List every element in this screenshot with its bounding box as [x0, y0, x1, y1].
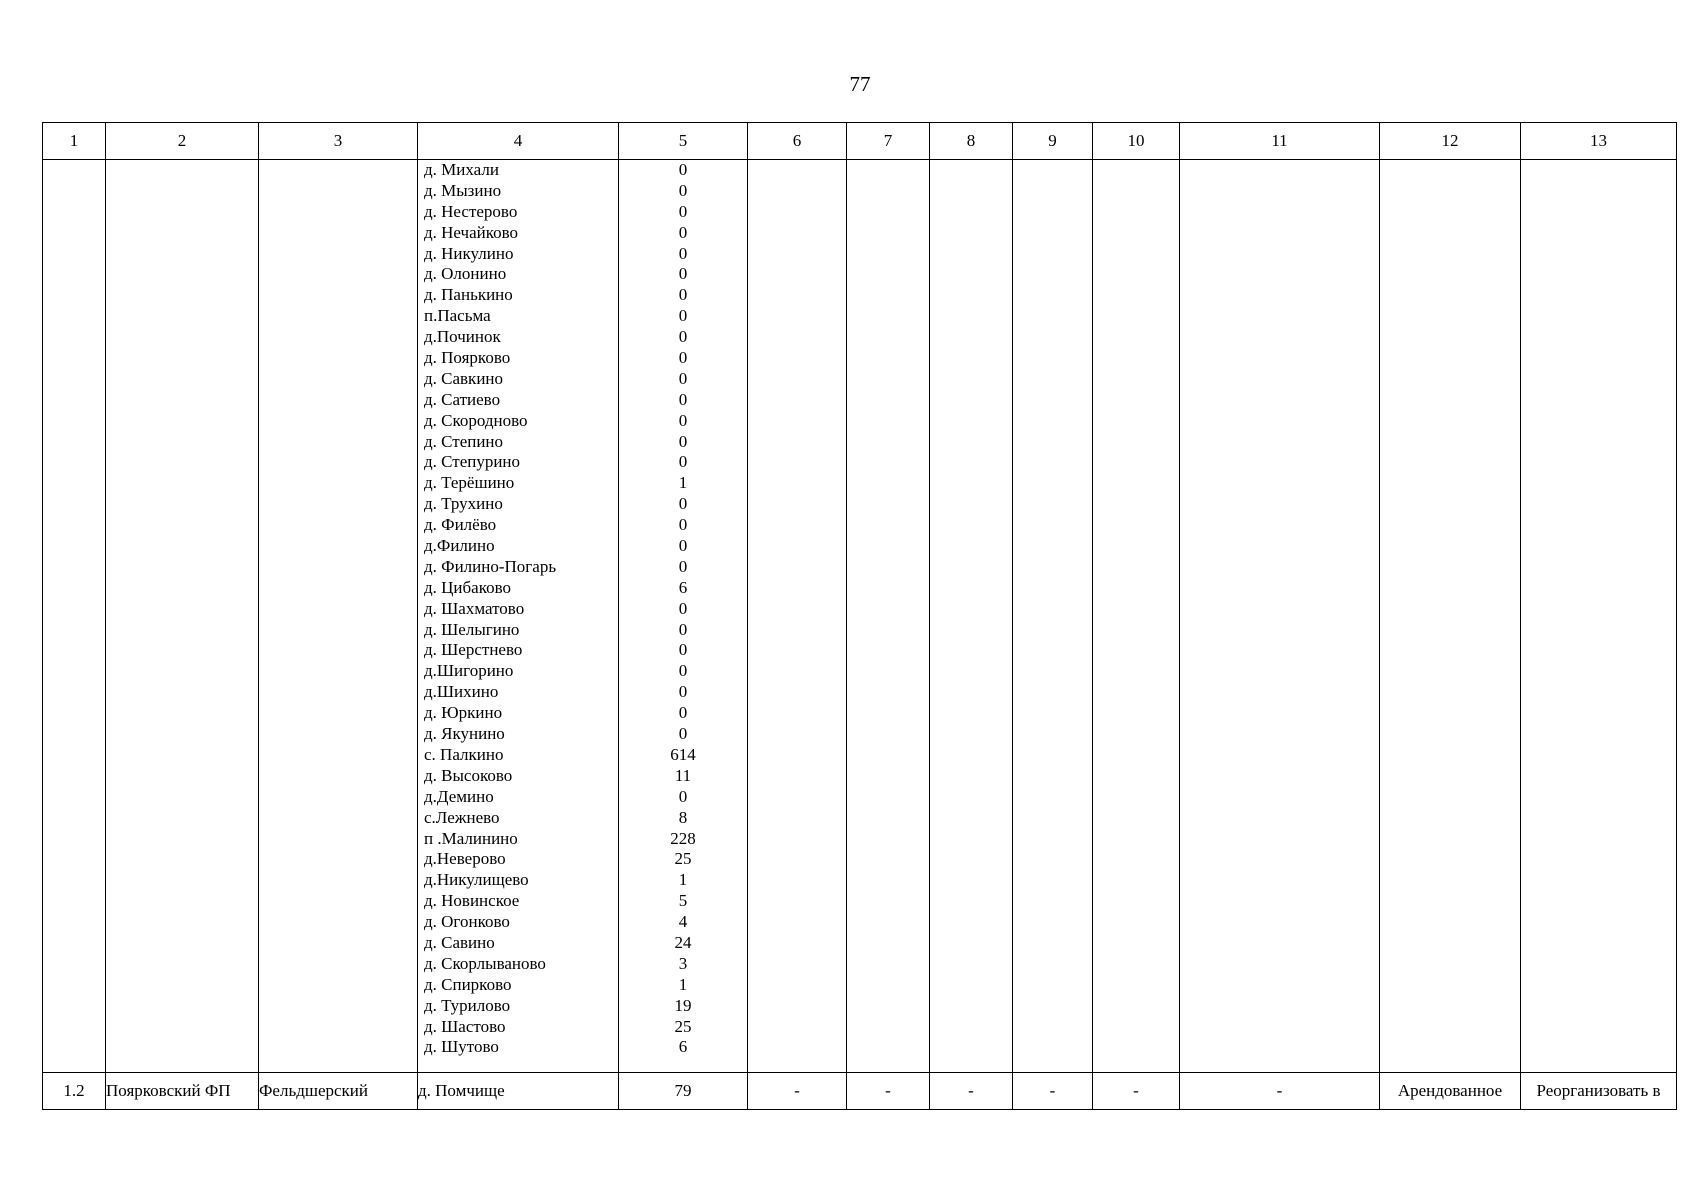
column-header: 8 [930, 123, 1013, 160]
facilities-table [42, 122, 1677, 1110]
population-value: 228 [670, 828, 696, 848]
cell-col-10: - [1093, 1073, 1180, 1110]
page-number: 77 [849, 72, 871, 96]
population-value: 0 [678, 536, 688, 556]
settlement-names-cell [418, 160, 619, 1073]
population-value: 0 [678, 786, 688, 806]
population-value: 0 [678, 515, 688, 535]
population-value: 0 [678, 556, 688, 576]
population-value: 0 [678, 682, 688, 702]
column-header: 7 [847, 123, 930, 160]
column-header: 13 [1521, 123, 1677, 160]
settlement-name: д. Высоково [424, 765, 513, 785]
empty-cell [1013, 160, 1093, 1073]
cell-col-6: - [748, 1073, 847, 1110]
population-value: 0 [678, 452, 688, 472]
population-value: 3 [678, 953, 688, 973]
column-number-row [43, 123, 1677, 160]
population-value: 0 [678, 640, 688, 660]
settlement-name: д. Терёшино [424, 473, 515, 493]
population-value: 6 [678, 577, 688, 597]
population-value: 0 [678, 598, 688, 618]
settlement-name: д. Огонково [424, 912, 510, 932]
column-header: 4 [418, 123, 619, 160]
cell-col-11: - [1180, 1073, 1380, 1110]
cell-col-7: - [847, 1073, 930, 1110]
population-value: 0 [678, 243, 688, 263]
settlement-name: д. Шастово [424, 1016, 506, 1036]
settlement-name: д. Сатиево [424, 389, 501, 409]
population-value: 25 [674, 1016, 692, 1036]
settlement-name: д. Филино-Погарь [424, 556, 557, 576]
population-value: 4 [678, 912, 688, 932]
population-value: 19 [674, 995, 692, 1015]
settlement-name: д.Филино [424, 536, 495, 556]
population-value: 0 [678, 703, 688, 723]
population-value: 5 [678, 891, 688, 911]
settlement-name: д.Починок [424, 327, 501, 347]
settlement-name: д.Неверово [424, 849, 506, 869]
settlement-name: п.Пасьма [424, 306, 491, 326]
building-status: Арендованное [1380, 1073, 1521, 1110]
population-value: 0 [678, 619, 688, 639]
population-value: 0 [678, 160, 688, 179]
settlement-name: д. Цибаково [424, 577, 512, 597]
population-value: 0 [678, 661, 688, 681]
population-value: 6 [678, 1037, 688, 1057]
settlement-name: с.Лежнево [424, 807, 500, 827]
settlement-name: д. Юркино [424, 703, 503, 723]
settlement-name: д. Олонино [424, 264, 507, 284]
column-header: 11 [1180, 123, 1380, 160]
settlement-name: д. Трухино [424, 494, 503, 514]
empty-cell [259, 160, 418, 1073]
empty-cell [43, 160, 106, 1073]
settlement-name: д. Поярково [424, 348, 511, 368]
population-value: 0 [678, 180, 688, 200]
column-header: 6 [748, 123, 847, 160]
empty-cell [847, 160, 930, 1073]
population-value: 0 [678, 410, 688, 430]
settlement-name: д. Скорлываново [424, 953, 546, 973]
population-value: 0 [678, 222, 688, 242]
empty-cell [1380, 160, 1521, 1073]
population-value: 0 [678, 431, 688, 451]
population-value: 1 [678, 473, 688, 493]
column-header: 1 [43, 123, 106, 160]
settlement-name: д. Степино [424, 431, 504, 451]
population-value: 0 [678, 306, 688, 326]
settlement-name: д. Нестерово [424, 201, 518, 221]
column-header: 9 [1013, 123, 1093, 160]
column-header: 12 [1380, 123, 1521, 160]
empty-cell [748, 160, 847, 1073]
column-header: 5 [619, 123, 748, 160]
settlement-name: д.Демино [424, 786, 494, 806]
population-value: 0 [678, 201, 688, 221]
cell-col-9: - [1013, 1073, 1093, 1110]
column-header: 2 [106, 123, 259, 160]
settlement-name: д. Степурино [424, 452, 521, 472]
empty-cell [1180, 160, 1380, 1073]
population-value: 1 [678, 974, 688, 994]
cell-col-8: - [930, 1073, 1013, 1110]
empty-cell [930, 160, 1013, 1073]
settlement-name: д. Помчище [418, 1073, 619, 1110]
population-value: 0 [678, 389, 688, 409]
empty-cell [106, 160, 259, 1073]
empty-cell [1521, 160, 1677, 1073]
settlement-list [418, 160, 618, 1058]
empty-cell [1093, 160, 1180, 1073]
population-value: 24 [674, 932, 692, 952]
settlement-name: д. Шелыгино [424, 619, 520, 639]
population-value: 0 [678, 264, 688, 284]
population-value: 1 [678, 870, 688, 890]
settlement-name: с. Палкино [424, 744, 504, 764]
facility-name: Поярковский ФП [106, 1073, 259, 1110]
settlement-name: д. Панькино [424, 285, 513, 305]
settlement-name: д. Мызино [424, 180, 502, 200]
table-row [43, 1073, 1677, 1110]
settlement-name: д. Савино [424, 932, 495, 952]
population-value: 0 [678, 494, 688, 514]
settlement-name: д. Скородново [424, 410, 528, 430]
settlement-name: д. Нечайково [424, 222, 519, 242]
settlement-name: д. Савкино [424, 368, 504, 388]
settlement-name: д. Шутово [424, 1037, 499, 1057]
population-value: 79 [619, 1073, 748, 1110]
population-value: 0 [678, 327, 688, 347]
settlement-list-row [43, 160, 1677, 1073]
recommendation: Реорганизовать в [1521, 1073, 1677, 1110]
column-header: 3 [259, 123, 418, 160]
settlement-name: п .Малинино [424, 828, 518, 848]
row-number: 1.2 [43, 1073, 106, 1110]
facility-type: Фельдшерский [259, 1073, 418, 1110]
column-header: 10 [1093, 123, 1180, 160]
population-value: 11 [674, 765, 692, 785]
settlement-name: д. Никулино [424, 243, 514, 263]
settlement-name: д. Шахматово [424, 598, 525, 618]
population-value: 25 [674, 849, 692, 869]
settlement-name: д.Шигорино [424, 661, 514, 681]
settlement-name: д. Филёво [424, 515, 497, 535]
settlement-name: д. Якунино [424, 724, 505, 744]
population-value: 614 [670, 744, 696, 764]
settlement-name: д. Михали [424, 160, 499, 179]
population-values-cell [619, 160, 748, 1073]
settlement-name: д. Спирково [424, 974, 512, 994]
settlement-name: д. Турилово [424, 995, 511, 1015]
population-value: 0 [678, 368, 688, 388]
population-value: 0 [678, 724, 688, 744]
population-value: 0 [678, 285, 688, 305]
population-value: 0 [678, 348, 688, 368]
population-list [619, 160, 747, 1058]
settlement-name: д.Шихино [424, 682, 499, 702]
population-value: 8 [678, 807, 688, 827]
settlement-name: д. Шерстнево [424, 640, 523, 660]
settlement-name: д.Никулищево [424, 870, 529, 890]
settlement-name: д. Новинское [424, 891, 520, 911]
